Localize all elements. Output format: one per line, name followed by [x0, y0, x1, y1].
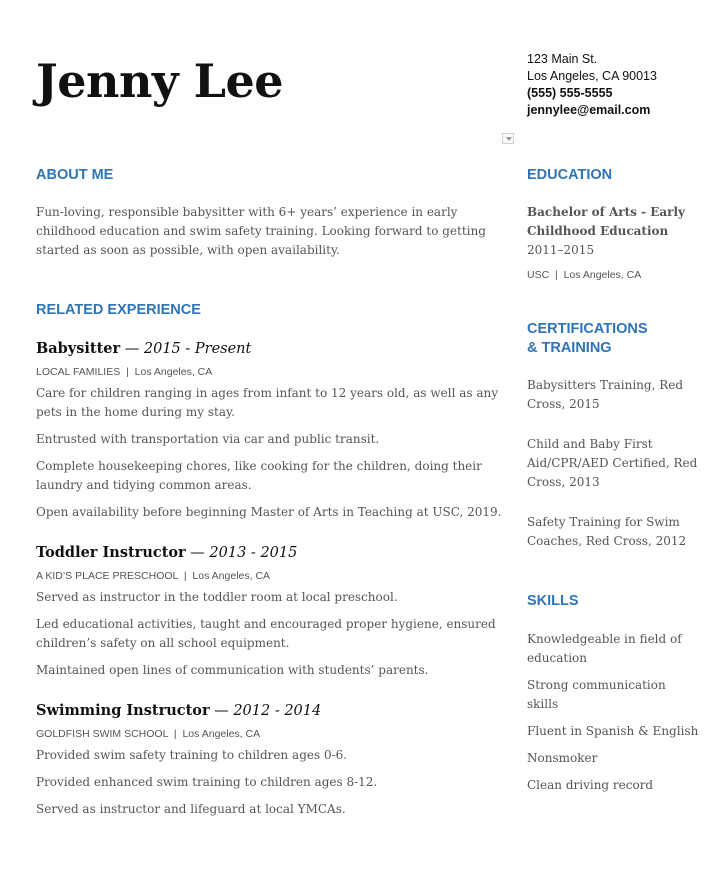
contact-city: Los Angeles, CA 90013 — [527, 69, 657, 83]
degree-line: Childhood Education — [527, 224, 669, 238]
chevron-down-icon[interactable] — [502, 133, 514, 144]
bullet-line: laundry and tidying common areas. — [36, 478, 252, 492]
item-line: Aid/CPR/AED Certified, Red — [527, 456, 698, 470]
candidate-name: Jenny Lee — [36, 54, 284, 108]
bullet-line: children’s safety on all school equipment. — [36, 636, 290, 650]
contact-street: 123 Main St. — [527, 52, 598, 66]
skill-item — [527, 776, 717, 795]
job-dates: 2015 - Present — [143, 341, 252, 357]
item-line: Clean driving record — [527, 778, 654, 792]
bullet-line: Open availability before beginning Master of Arts in Teaching at USC, 2019. — [36, 505, 502, 519]
skill-item — [527, 749, 717, 768]
bullet-line: Provided swim safety training to children ages 0-6. — [36, 748, 348, 762]
skill-item — [527, 676, 717, 714]
about-line: started as soon as possible, with open availability. — [36, 243, 340, 257]
job-bullet — [36, 430, 506, 449]
experience-heading: RELATED EXPERIENCE — [36, 302, 201, 318]
job-meta — [36, 569, 270, 583]
bullet-line: pets in the home during my stay. — [36, 405, 235, 419]
skill-item — [527, 630, 717, 668]
skill-item — [527, 722, 717, 741]
heading-line: & TRAINING — [527, 340, 612, 356]
job-bullet — [36, 588, 506, 607]
meta-divider: | — [170, 728, 180, 740]
job-title-toddler-instructor — [36, 543, 297, 563]
degree-line: Bachelor of Arts - Early — [527, 205, 686, 219]
item-line: Babysitters Training, Red — [527, 378, 684, 392]
job-employer: A KID’S PLACE PRESCHOOL — [36, 570, 178, 582]
education-heading: EDUCATION — [527, 167, 613, 183]
certification-item — [527, 376, 717, 414]
job-meta — [36, 365, 212, 379]
bullet-line: Complete housekeeping chores, like cooking for the children, doing their — [36, 459, 482, 473]
bullet-line: Led educational activities, taught and encouraged proper hygiene, ensured — [36, 617, 496, 631]
education-location: Los Angeles, CA — [563, 269, 642, 281]
contact-email: jennylee@email.com — [527, 103, 651, 117]
certification-item — [527, 513, 717, 551]
education-school: USC — [527, 269, 550, 281]
job-employer: LOCAL FAMILIES — [36, 366, 121, 378]
contact-block — [527, 51, 657, 119]
education-degree — [527, 203, 685, 241]
job-role: Babysitter — [36, 340, 121, 357]
job-bullet — [36, 503, 506, 522]
item-line: Cross, 2013 — [527, 475, 600, 489]
meta-divider: | — [123, 366, 132, 378]
meta-divider: | — [180, 570, 190, 582]
job-role: Toddler Instructor — [36, 544, 186, 561]
item-line: Cross, 2015 — [527, 397, 600, 411]
about-line: childhood education and swim safety training. Looking forward to getting — [36, 224, 486, 238]
bullet-line: Provided enhanced swim training to children ages 8-12. — [36, 775, 378, 789]
job-title-babysitter — [36, 339, 251, 359]
skills-heading: SKILLS — [527, 593, 579, 609]
job-title-swimming-instructor — [36, 701, 321, 721]
item-line: Safety Training for Swim — [527, 515, 680, 529]
job-role: Swimming Instructor — [36, 702, 210, 719]
bullet-line: Maintained open lines of communication with students’ parents. — [36, 663, 429, 677]
certifications-heading — [527, 320, 648, 358]
job-meta — [36, 727, 260, 741]
item-line: Strong communication — [527, 678, 666, 692]
item-line: skills — [527, 697, 559, 711]
certification-item — [527, 435, 717, 492]
contact-phone: (555) 555-5555 — [527, 86, 613, 100]
job-separator: — — [185, 545, 210, 561]
about-line: Fun-loving, responsible babysitter with 6+ years’ experience in early — [36, 205, 458, 219]
heading-line: CERTIFICATIONS — [527, 321, 648, 337]
job-bullet — [36, 746, 506, 765]
bullet-line: Served as instructor in the toddler room at local preschool. — [36, 590, 398, 604]
item-line: education — [527, 651, 587, 665]
job-separator: — — [120, 341, 144, 357]
job-bullet — [36, 457, 506, 495]
job-location: Los Angeles, CA — [182, 728, 261, 740]
bullet-line: Entrusted with transportation via car and public transit. — [36, 432, 380, 446]
bullet-line: Care for children ranging in ages from infant to 12 years old, as well as any — [36, 386, 499, 400]
job-employer: GOLDFISH SWIM SCHOOL — [36, 728, 169, 740]
item-line: Nonsmoker — [527, 751, 598, 765]
job-bullet — [36, 384, 506, 422]
item-line: Fluent in Spanish & English — [527, 724, 699, 738]
job-location: Los Angeles, CA — [134, 366, 213, 378]
bullet-line: Served as instructor and lifeguard at local YMCAs. — [36, 802, 346, 816]
education-meta — [527, 268, 641, 282]
item-line: Knowledgeable in field of — [527, 632, 682, 646]
about-text — [36, 203, 506, 260]
job-bullet — [36, 661, 506, 680]
job-bullet — [36, 615, 506, 653]
job-dates: 2013 - 2015 — [209, 545, 298, 561]
job-bullet — [36, 800, 506, 819]
job-separator: — — [209, 703, 234, 719]
job-dates: 2012 - 2014 — [233, 703, 322, 719]
job-bullet — [36, 773, 506, 792]
item-line: Child and Baby First — [527, 437, 653, 451]
education-years: 2011–2015 — [527, 243, 595, 257]
meta-divider: | — [552, 269, 561, 281]
item-line: Coaches, Red Cross, 2012 — [527, 534, 687, 548]
about-heading: ABOUT ME — [36, 167, 114, 183]
job-location: Los Angeles, CA — [192, 570, 271, 582]
